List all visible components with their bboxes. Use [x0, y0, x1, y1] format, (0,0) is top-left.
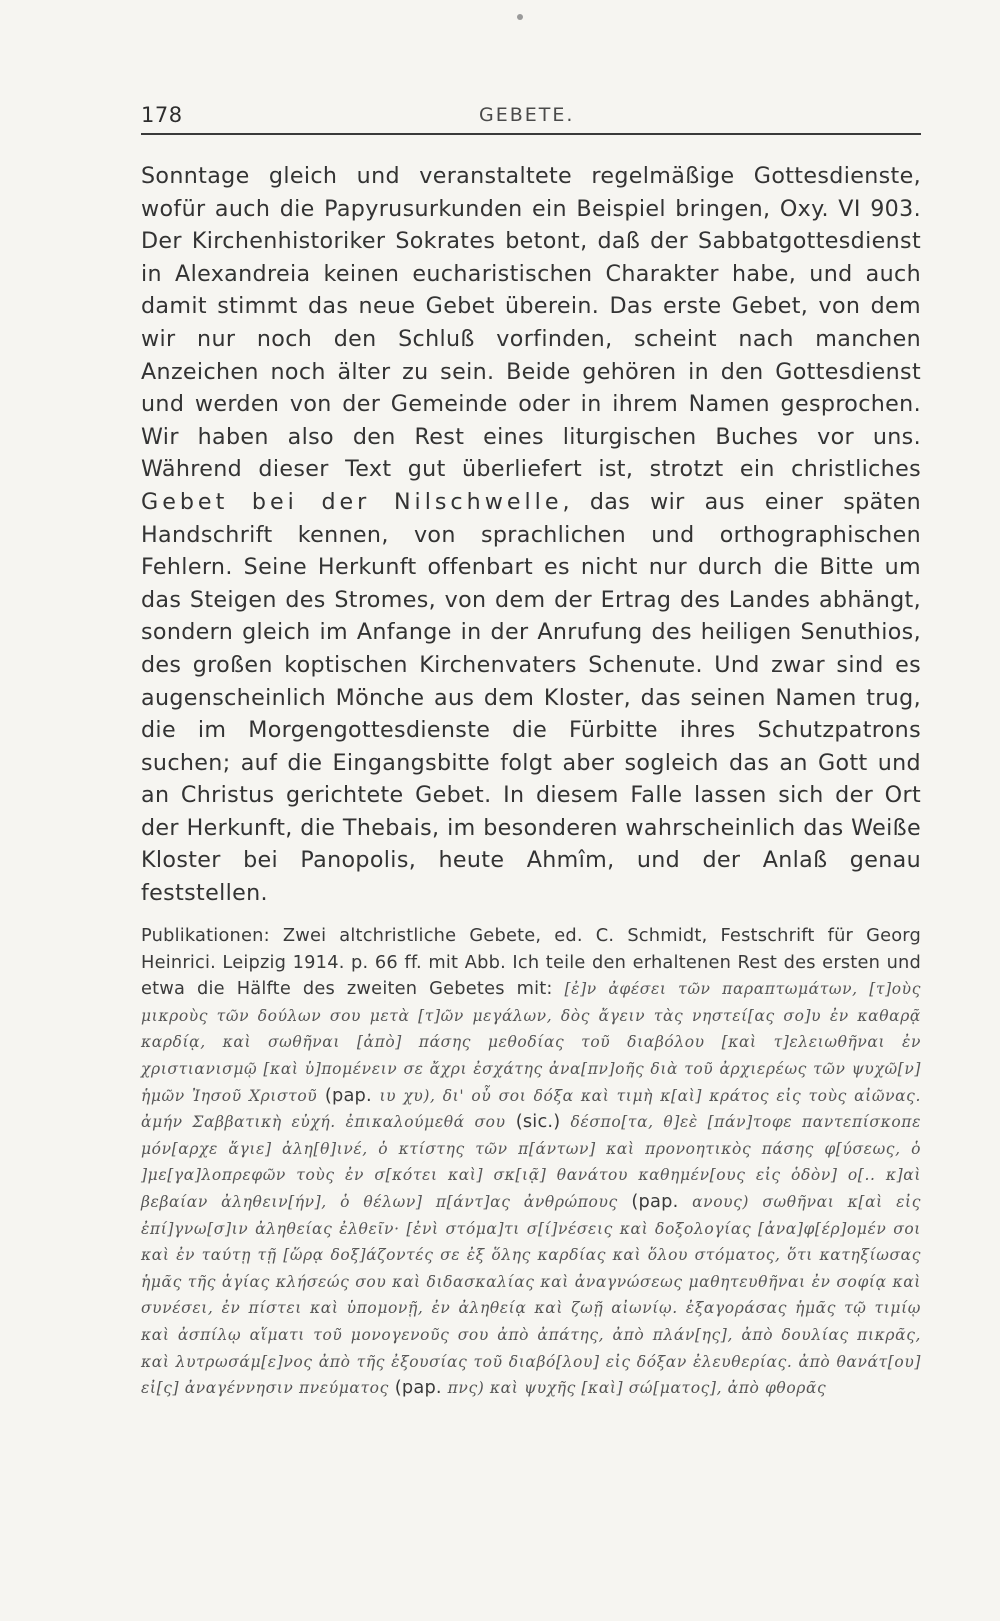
greek-text-4: ανους) σωθῆναι κ[αὶ εἰς ἐπί]γνω[σ]ιν ἀληθείας ἐλθεῖν· [ἐνὶ στόμα]τι σ[ί]νέσεις καὶ δοξολογίας [ἀνα]φ[έρ]ομέν σοι καὶ ἐν ταύτῃ τῇ [ὥρᾳ δοξ]άζοντές σε ἐξ ὅλης καρδίας καὶ ὅλου στόματος, ὅτι κατηξίωσας ἡμᾶς τῆς ἁγίας κλήσεώς σου καὶ διδασκαλίας καὶ ἀναγνώσεως μαθητευθῆναι ἐν σοφίᾳ καὶ συνέσει, ἐν πίστει καὶ ὑπομονῇ, ἐν ἀληθείᾳ καὶ ζωῇ αἰωνίῳ. ἐξαγοράσας ἡμᾶς τῷ τιμίῳ καὶ ἀσπίλῳ αἵματι τοῦ μονογενοῦς σου ἀπὸ ἀπάτης, ἀπὸ πλάν[ης], ἀπὸ δουλίας πικρᾶς, καὶ λυτρωσάμ[ε]νος ἀπὸ τῆς ἐξουσίας τοῦ διαβό[λου] εἰς δόξαν ἐλευθερίας. ἀπὸ θανάτ[ου] εἰ[ς] ἀναγέννησιν πνεύματος — [141, 1192, 921, 1398]
papyrus-note-1: (pap. — [324, 1084, 372, 1106]
publication-intro: Publikationen: Zwei altchristliche Gebete, ed. C. Schmidt, Festschrift für Georg Heinrici. Leipzig 1914. p. 66 ff. mit Abb. Ich teile den erhaltenen Rest des ersten und etwa die Hälfte des zweiten Gebetes mit: — [141, 925, 921, 1000]
print-speck — [517, 14, 523, 20]
running-head: GEBETE. — [479, 104, 575, 126]
paragraph-text-part-1: Sonntage gleich und veranstaltete regelmäßige Gottesdienste, wofür auch die Papyrusurkunden ein Beispiel bringen, Oxy. VI 903. Der Kirchenhistoriker Sokrates betont, daß der Sabbatgottesdienst in Alexandreia keinen eucharistischen Charakter habe, und auch damit stimmt das neue Gebet überein. Das erste Gebet, von dem wir nur noch den Schluß vorfinden, scheint nach manchen Anzeichen noch älter zu sein. Beide gehören in den Gottesdienst und werden von der Gemeinde oder in ihrem Namen gesprochen. Wir haben also den Rest eines liturgischen Buches vor uns. Während dieser Text gut überliefert ist, strotzt ein christliches — [141, 163, 921, 483]
paragraph-text-part-2: , das wir aus einer späten Handschrift kennen, von sprachlichen und orthographischen Fehlern. Seine Herkunft offenbart es nicht nur durch die Bitte um das Steigen des Stromes, von dem der Ertrag des Landes abhängt, sondern gleich im Anfange in der Anrufung des heiligen Senuthios, des großen koptischen Kirchenvaters Schenute. Und zwar sind es augenscheinlich Mönche aus dem Kloster, das seinen Namen trug, die im Morgengottesdienste die Fürbitte ihres Schutzpatrons suchen; auf die Eingangsbitte folgt aber sogleich das an Gott und an Christus gerichtete Gebet. In diesem Falle lassen sich der Ort der Herkunft, die Thebais, im besonderen wahrscheinlich das Weiße Kloster bei Panopolis, heute Ahmîm, und der Anlaß genau feststellen. — [141, 488, 921, 907]
spaced-emphasis: Gebet bei der Nilschwelle — [141, 488, 563, 515]
greek-text-3: δέσπο[τα, θ]εὲ [πάν]τοφε παντεπίσκοπε μόν[αρχε ἅγιε] ἀλη[θ]ινέ, ὁ κτίστης τῶν π[άντων] καὶ προνοητικὸς πάσης φ[ύσεως, ὁ ]με[γα]λοπρεφῶν τοὺς ἐν σ[κότει καὶ] σκ[ιᾷ] θανάτου καθημέν[ους εἰς ὁδὸν] ο[.. κ]αὶ βεβαίαν ἀληθειν[ήν], ὁ θέλων] π[άντ]ας ἀνθρώπους — [141, 1113, 921, 1211]
main-paragraph — [141, 160, 921, 910]
publication-note — [141, 923, 921, 1402]
page-number: 178 — [141, 103, 183, 127]
greek-text-5: πνς) καὶ ψυχῆς [καὶ] σώ[ματος], ἀπὸ φθορᾶς — [447, 1379, 827, 1398]
greek-text-2: ιυ χυ), δι' οὗ σοι δόξα καὶ τιμὴ κ[αὶ] κράτος εἰς τοὺς αἰῶνας. ἀμήν Σαββατικὴ εὐχή. ἐπικαλούμεθά σου — [141, 1086, 921, 1132]
page-header — [141, 101, 921, 135]
greek-text-1: [ἐ]ν ἀφέσει τῶν παραπτωμάτων, [τ]οὺς μικροὺς τῶν δούλων σου μετὰ [τ]ῶν μεγάλων, δὸς ἄγειν τὰς νηστεί[ας σο]υ ἐν καθαρᾷ καρδίᾳ, καὶ σωθῆναι [ἀπὸ] πάσης μεθοδίας τοῦ διαβόλου [καὶ τ]ελειωθῆναι ἐν χριστιανισμῷ [καὶ ὑ]πομένειν σε ἄχρι ἐσχάτης ἀνα[πν]οῆς διὰ τοῦ ἀρχιερέως τῶν ψυχῶ[ν] ἡμῶν Ἰησοῦ Χριστοῦ — [141, 980, 921, 1105]
papyrus-note-2: (pap. — [631, 1190, 679, 1212]
papyrus-note-3: (pap. — [394, 1377, 442, 1399]
sic-note: (sic.) — [515, 1111, 561, 1133]
